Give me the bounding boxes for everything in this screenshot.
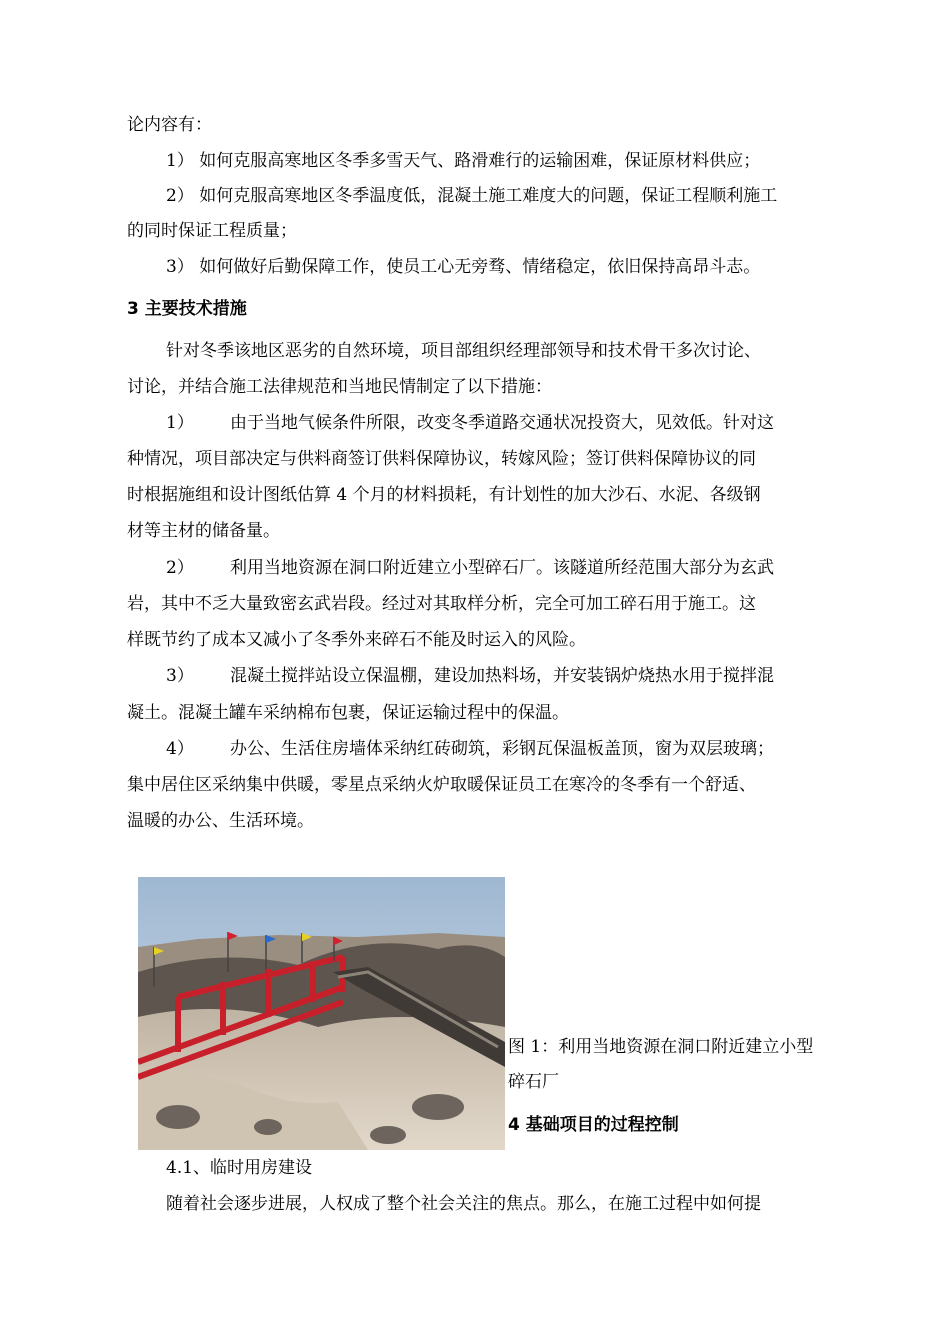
paragraph-line: 温暖的办公、生活环境。: [127, 811, 314, 831]
measure-text: 办公、生活住房墙体采纳红砖砌筑，彩钢瓦保温板盖顶，窗为双层玻璃；: [230, 739, 774, 759]
measure-2-line: [166, 557, 855, 579]
list-item-2: 2） 如何克服高寒地区冬季温度低，混凝土施工难度大的问题，保证工程顺利施工: [166, 186, 778, 206]
measure-1-line: [166, 412, 855, 434]
figure-caption: 碎石厂: [508, 1072, 559, 1092]
figure-caption: 图 1：利用当地资源在洞口附近建立小型: [508, 1037, 814, 1057]
measure-text: 混凝土搅拌站设立保温棚，建设加热料场，并安装锅炉烧热水用于搅拌混: [230, 666, 774, 686]
paragraph-line: 凝土。混凝土罐车采纳棉布包裹，保证运输过程中的保温。: [127, 703, 569, 723]
measure-4-line: [166, 738, 855, 760]
measure-number: 3）: [166, 666, 194, 686]
list-item-3: 3） 如何做好后勤保障工作，使员工心无旁骛、情绪稳定，依旧保持高昂斗志。: [166, 257, 761, 277]
crusher-plant-photo: [138, 877, 505, 1150]
paragraph-line: 随着社会逐步进展，人权成了整个社会关注的焦点。那么，在施工过程中如何提: [166, 1194, 761, 1214]
measure-number: 2）: [166, 558, 194, 578]
paragraph-line: 集中居住区采纳集中供暖，零星点采纳火炉取暖保证员工在寒冷的冬季有一个舒适、: [127, 775, 756, 795]
measure-number: 4）: [166, 739, 194, 759]
text-line: 的同时保证工程质量；: [127, 221, 297, 241]
measure-text: 利用当地资源在洞口附近建立小型碎石厂。该隧道所经范围大部分为玄武: [230, 558, 774, 578]
section-heading-3: 3 主要技术措施: [127, 299, 247, 319]
paragraph-line: 种情况，项目部决定与供料商签订供料保障协议，转嫁风险；签订供料保障协议的同: [127, 449, 756, 469]
measure-text: 由于当地气候条件所限，改变冬季道路交通状况投资大，见效低。针对这: [230, 413, 774, 433]
paragraph-line: 样既节约了成本又减小了冬季外来碎石不能及时运入的风险。: [127, 630, 586, 650]
paragraph-line: 岩，其中不乏大量致密玄武岩段。经过对其取样分析，完全可加工碎石用于施工。这: [127, 594, 756, 614]
paragraph-line: 时根据施组和设计图纸估算 4 个月的材料损耗，有计划性的加大沙石、水泥、各级钢: [127, 485, 761, 505]
section-heading-4: 4 基础项目的过程控制: [508, 1115, 679, 1135]
paragraph-line: 针对冬季该地区恶劣的自然环境，项目部组织经理部领导和技术骨干多次讨论、: [166, 341, 761, 361]
list-item-1: 1） 如何克服高寒地区冬季多雪天气、路滑难行的运输困难，保证原材料供应；: [166, 151, 761, 171]
measure-3-line: [166, 665, 855, 687]
paragraph-line: 讨论，并结合施工法律规范和当地民情制定了以下措施：: [127, 377, 552, 397]
paragraph-line: 材等主材的储备量。: [127, 521, 280, 541]
text-line: 论内容有：: [127, 115, 212, 135]
subsection-heading-4-1: 4.1、临时用房建设: [166, 1158, 313, 1178]
measure-number: 1）: [166, 413, 194, 433]
